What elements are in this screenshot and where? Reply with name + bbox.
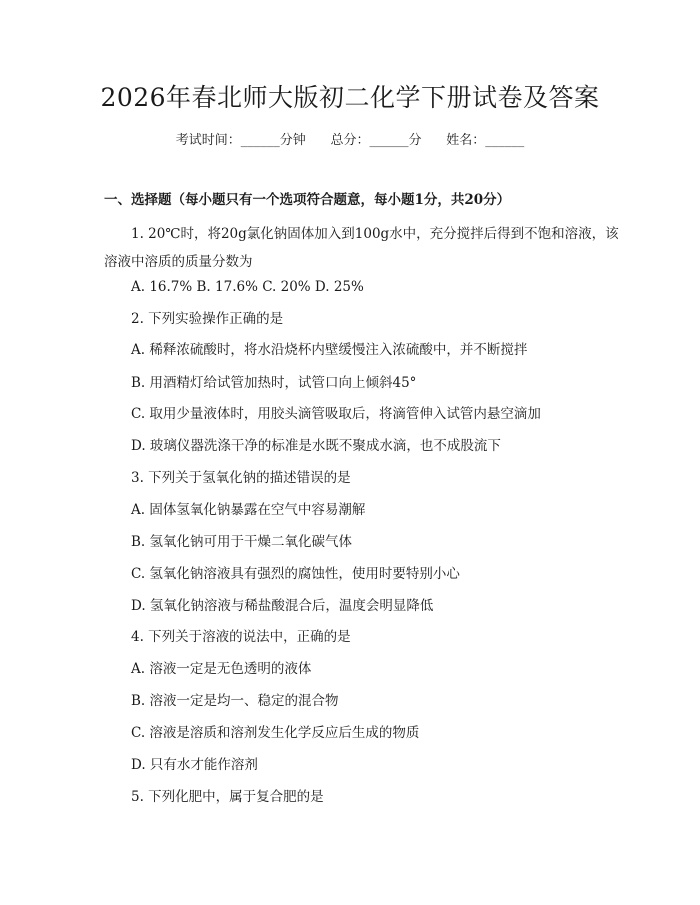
question-3-option-a: A. 固体氢氧化钠暴露在空气中容易潮解 (131, 502, 366, 518)
question-1-stem: 1. 20℃时，将20g氯化钠固体加入到100g水中，充分搅拌后得到不饱和溶液，该溶液中溶质的质量分数为 (104, 226, 619, 270)
exam-info: 考试时间：______分钟 总分：______分 姓名：______ (175, 133, 525, 148)
page-title: 2026年春北师大版初二化学下册试卷及答案 (100, 83, 600, 112)
question-3-option-b: B. 氢氧化钠可用于干燥二氧化碳气体 (131, 534, 353, 550)
question-4-option-a: A. 溶液一定是无色透明的液体 (131, 661, 312, 677)
question-2-option-d: D. 玻璃仪器洗涤干净的标准是水既不聚成水滴，也不成股流下 (131, 438, 501, 454)
question-5-stem: 5. 下列化肥中，属于复合肥的是 (131, 789, 324, 805)
question-3-option-d: D. 氢氧化钠溶液与稀盐酸混合后，温度会明显降低 (131, 598, 434, 614)
question-2-option-b: B. 用酒精灯给试管加热时，试管口向上倾斜45° (131, 375, 417, 391)
question-4-option-d: D. 只有水才能作溶剂 (131, 757, 258, 773)
question-4-option-b: B. 溶液一定是均一、稳定的混合物 (131, 693, 339, 709)
question-4-stem: 4. 下列关于溶液的说法中，正确的是 (131, 629, 351, 645)
question-2-option-c: C. 取用少量液体时，用胶头滴管吸取后，将滴管伸入试管内悬空滴加 (131, 406, 541, 422)
question-2-option-a: A. 稀释浓硫酸时，将水沿烧杯内壁缓慢注入浓硫酸中，并不断搅拌 (131, 342, 528, 358)
question-3-stem: 3. 下列关于氢氧化钠的描述错误的是 (131, 470, 351, 486)
question-3-option-c: C. 氢氧化钠溶液具有强烈的腐蚀性，使用时要特别小心 (131, 566, 460, 582)
section-heading: 一、选择题（每小题只有一个选项符合题意，每小题1分，共20分） (104, 192, 511, 208)
question-1-options: A. 16.7% B. 17.6% C. 20% D. 25% (131, 279, 364, 295)
question-2-stem: 2. 下列实验操作正确的是 (131, 311, 284, 327)
question-4-option-c: C. 溶液是溶质和溶剂发生化学反应后生成的物质 (131, 725, 420, 741)
